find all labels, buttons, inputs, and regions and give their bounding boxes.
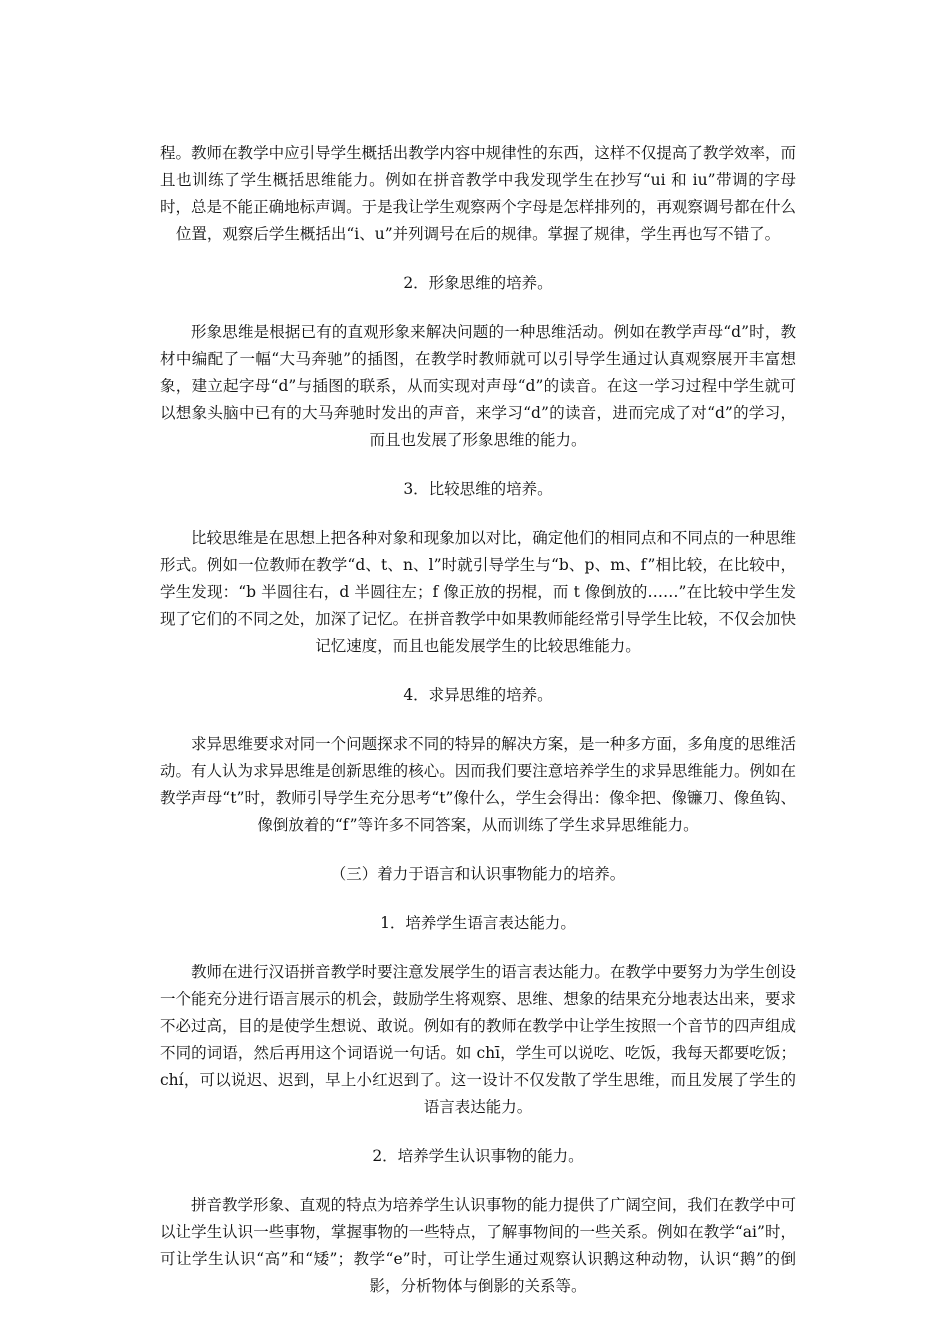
- paragraph-language-expression: 教师在进行汉语拼音教学时要注意发展学生的语言表达能力。在教学中要努力为学生创设一个能充分进行语言展示的机会，鼓励学生将观察、思维、想象的结果充分地表达出来，要求不必过高，目的是使学生想说、敢说。例如有的教师在教学中让学生按照一个音节的四声组成不同的词语，然后再用这个词语说一句话。如 chī，学生可以说吃、吃饭，我每天都要吃饭；chí，可以说迟、迟到，早上小红迟到了。这一设计不仅发散了学生思维，而且发展了学生的语言表达能力。: [160, 963, 796, 1116]
- heading-image-thinking: 2．形象思维的培养。: [403, 274, 553, 292]
- paragraph-image-thinking: 形象思维是根据已有的直观形象来解决问题的一种思维活动。例如在教学声母“d”时，教材中编配了一幅“大马奔驰”的插图，在教学时教师就可以引导学生通过认真观察展开丰富想象，建立起字母“d”与插图的联系，从而实现对声母“d”的读音。在这一学习过程中学生就可以想象头脑中已有的大马奔驰时发出的声音，来学习“d”的读音，进而完成了对“d”的学习，而且也发展了形象思维的能力。: [160, 323, 796, 449]
- section-heading-language: （三）着力于语言和认识事物能力的培养。: [330, 865, 626, 883]
- paragraph-continuation: 程。教师在教学中应引导学生概括出教学内容中规律性的东西，这样不仅提高了教学效率，而且也训练了学生概括思维能力。例如在拼音教学中我发现学生在抄写“ui 和 iu”带调的字母时，总是不能正确地标声调。于是我让学生观察两个字母是怎样排列的，再观察调号都在什么位置，观察后学生概括出“i、u”并列调号在后的规律。掌握了规律，学生再也写不错了。: [160, 144, 796, 243]
- paragraph-divergent-thinking: 求异思维要求对同一个问题探求不同的特异的解决方案，是一种多方面，多角度的思维活动。有人认为求异思维是创新思维的核心。因而我们要注意培养学生的求异思维能力。例如在教学声母“t”时，教师引导学生充分思考“t”像什么，学生会得出：像伞把、像镰刀、像鱼钩、像倒放着的“f”等许多不同答案，从而训练了学生求异思维能力。: [160, 735, 796, 834]
- paragraph-recognizing-things: 拼音教学形象、直观的特点为培养学生认识事物的能力提供了广阔空间，我们在教学中可以让学生认识一些事物，掌握事物的一些特点，了解事物间的一些关系。例如在教学“ai”时，可让学生认识“高”和“矮”；教学“e”时，可让学生通过观察认识鹅这种动物，认识“鹅”的倒影，分析物体与倒影的关系等。: [160, 1196, 796, 1295]
- heading-recognizing-things: 2．培养学生认识事物的能力。: [372, 1147, 584, 1165]
- paragraph-comparative-thinking: 比较思维是在思想上把各种对象和现象加以对比，确定他们的相同点和不同点的一种思维形式。例如一位教师在教学“d、t、n、l”时就引导学生与“b、p、m、f”相比较，在比较中，学生发现：“b 半圆往右，d 半圆往左；f 像正放的拐棍，而 t 像倒放的……”在比较中学生发现了它们的不同之处，加深了记忆。在拼音教学中如果教师能经常引导学生比较，不仅会加快记忆速度，而且也能发展学生的比较思维能力。: [160, 529, 796, 655]
- heading-language-expression: 1．培养学生语言表达能力。: [380, 914, 576, 932]
- heading-divergent-thinking: 4．求异思维的培养。: [403, 686, 553, 704]
- document-page: [160, 140, 796, 1322]
- heading-comparative-thinking: 3．比较思维的培养。: [403, 480, 553, 498]
